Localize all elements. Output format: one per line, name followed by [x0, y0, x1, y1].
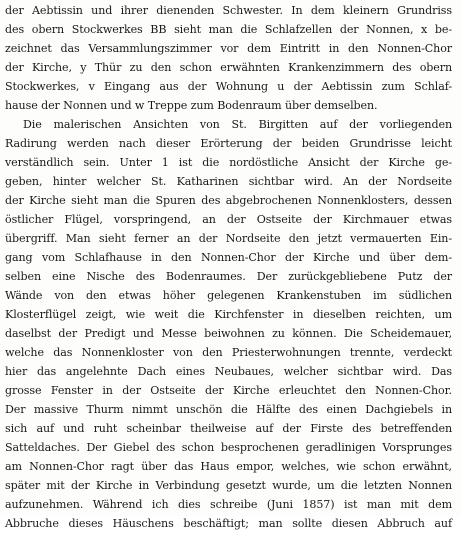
text-line: Der massive Thurm nimmt unschön die Hälfte des einen Dachgiebels in: [5, 403, 452, 416]
text-line: aufzunehmen. Während ich dies schreibe (Juni 1857) ist man mit dem: [5, 498, 452, 511]
text-line: verständlich sein. Unter 1 ist die nordöstliche Ansicht der Kirche ge-: [5, 156, 452, 169]
text-line: selben eine Nische des Bodenraumes. Der zurückgebliebene Putz der: [5, 270, 452, 283]
text-line: der Kirche sieht man die Spuren des abgebrochenen Nonnenklosters, dessen: [5, 194, 452, 207]
text-line: östlicher Flügel, vorspringend, an der Ostseite der Kirchmauer etwas: [5, 213, 452, 226]
text-line: übergriff. Man sieht ferner an der Nordseite den jetzt vermauerten Ein-: [5, 232, 452, 245]
text-line: Klosterflügel zeigt, wie weit die Kirchfenster in dieselben reichten, um: [5, 308, 452, 321]
text-line: hause der Nonnen und w Treppe zum Bodenraum über demselben.: [5, 99, 378, 112]
text-line: Abbruche dieses Häuschens beschäftigt; man sollte diesen Abbruch auf: [5, 517, 452, 530]
text-line: sich auf und ruht scheinbar theilweise auf der Firste des betreffenden: [5, 422, 452, 435]
text-line: zeichnet das Versammlungszimmer vor dem Eintritt in den Nonnen-Chor: [5, 42, 452, 55]
text-line: gang vom Schlafhause in den Nonnen-Chor der Kirche und über dem-: [5, 251, 452, 264]
text-line: grosse Fenster in der Ostseite der Kirche erleuchtet den Nonnen-Chor.: [5, 384, 452, 397]
text-line: Die malerischen Ansichten von St. Birgitten auf der vorliegenden: [23, 118, 452, 131]
text-line: am Nonnen-Chor ragt über das Haus empor, welches, wie schon erwähnt,: [5, 460, 452, 473]
text-line: Satteldaches. Der Giebel des schon besprochenen geradlinigen Vorsprunges: [5, 441, 452, 454]
text-line: daselbst der Predigt und Messe beiwohnen zu können. Die Scheidemauer,: [5, 327, 452, 340]
text-line: welche das Nonnenkloster von den Priesterwohnungen trennte, verdeckt: [5, 346, 452, 359]
text-line: des obern Stockwerkes BB sieht man die Schlafzellen der Nonnen, x be-: [5, 23, 452, 36]
text-line: Stockwerkes, v Eingang aus der Wohnung u der Aebtissin zum Schlaf-: [5, 80, 452, 93]
text-line: später mit der Kirche in Verbindung gesetzt wurde, um die letzten Nonnen: [5, 479, 452, 492]
text-line: hier das angelehnte Dach eines Neubaues, welcher sichtbar wird. Das: [5, 365, 452, 378]
text-line: Radirung werden nach dieser Erörterung der beiden Grundrisse leicht: [5, 137, 452, 150]
text-line: geben, hinter welcher St. Katharinen sichtbar wird. An der Nordseite: [5, 175, 452, 188]
text-line: Wände von den etwas höher gelegenen Krankenstuben im südlichen: [5, 289, 452, 302]
text-line: der Kirche, y Thür zu den schon erwähnten Krankenzimmern des obern: [5, 61, 452, 74]
text-line: der Aebtissin und ihrer dienenden Schwester. In dem kleinern Grundriss: [5, 4, 452, 17]
